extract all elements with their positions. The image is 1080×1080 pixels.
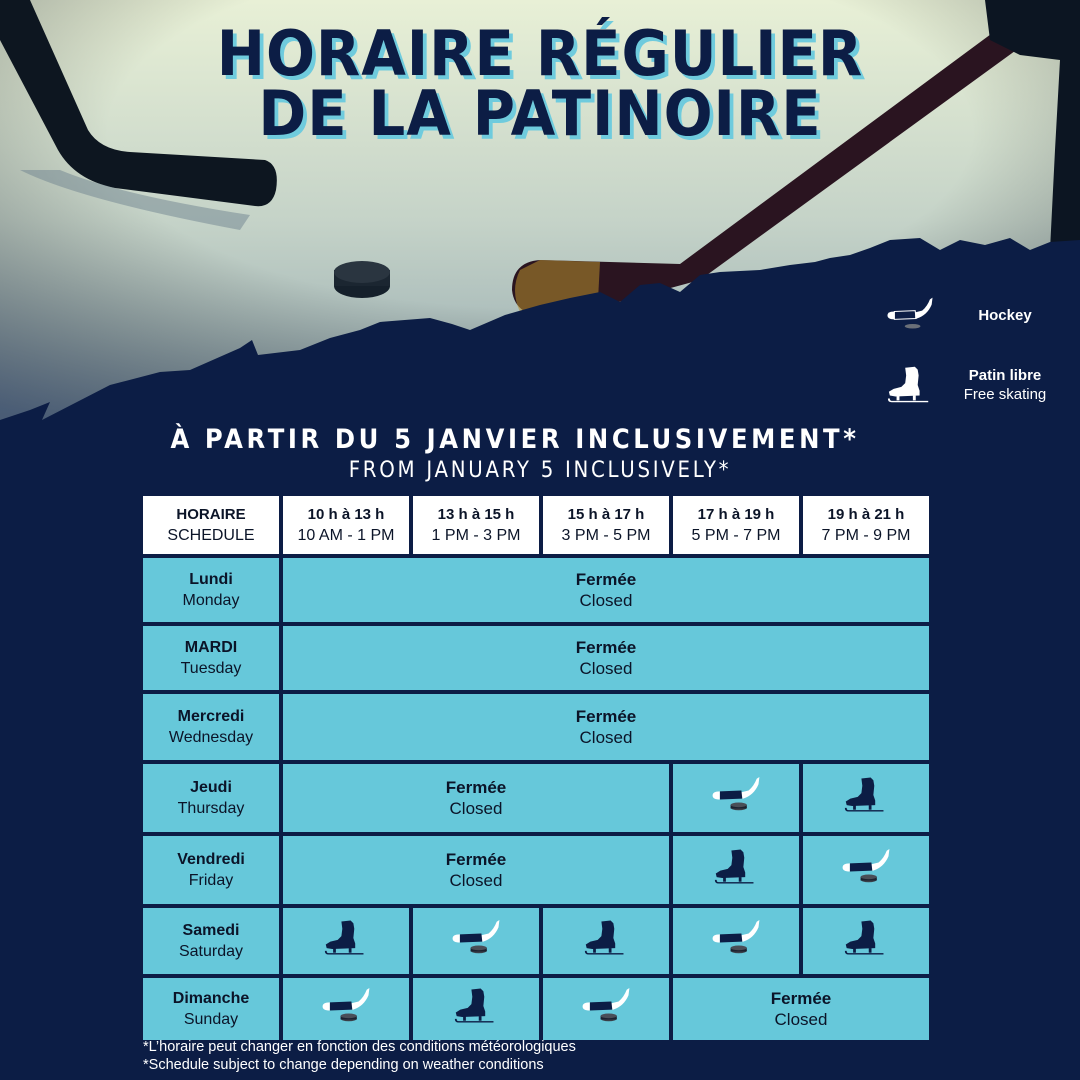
hockey-stick-icon [709, 776, 763, 820]
legend-skating-label-fr: Patin libre [968, 367, 1042, 384]
legend-skating-label-en: Free skating [963, 386, 1047, 403]
footnote-en: *Schedule subject to change depending on weather conditions [143, 1057, 544, 1073]
hockey-stick-icon [579, 987, 633, 1031]
closed-cell: Fermée Closed [673, 978, 929, 1040]
hockey-slot [673, 908, 799, 974]
hockey-stick-icon [319, 987, 373, 1031]
hockey-stick-icon [880, 290, 940, 340]
header-slot-2: 13 h à 15 h 1 PM - 3 PM [413, 496, 539, 554]
day-label: Lundi Monday [143, 558, 279, 622]
subtitle-en: FROM JANUARY 5 INCLUSIVELY* [348, 458, 732, 483]
day-label: Samedi Saturday [143, 908, 279, 974]
title-line-2: DE LA PATINOIRE [258, 77, 822, 150]
page-title [38, 17, 1042, 150]
header-schedule: HORAIRE SCHEDULE [143, 496, 279, 554]
closed-cell: Fermée Closed [283, 626, 929, 690]
day-label: MARDI Tuesday [143, 626, 279, 690]
ice-skate-icon [453, 987, 499, 1031]
header-slot-1: 10 h à 13 h 10 AM - 1 PM [283, 496, 409, 554]
hockey-stick-icon [449, 919, 503, 963]
day-label: Mercredi Wednesday [143, 694, 279, 760]
ice-skate-icon [880, 360, 940, 410]
closed-cell: Fermée Closed [283, 694, 929, 760]
ice-skate-icon [843, 919, 889, 963]
schedule-table [143, 496, 929, 1040]
day-label: Dimanche Sunday [143, 978, 279, 1040]
legend-skating [880, 360, 1070, 410]
skating-slot [543, 908, 669, 974]
ice-skate-icon [843, 776, 889, 820]
hockey-stick-icon [839, 848, 893, 892]
footnote-fr: *L’horaire peut changer en fonction des conditions météorologiques [143, 1039, 576, 1055]
ice-skate-icon [323, 919, 369, 963]
hockey-slot [543, 978, 669, 1040]
skating-slot [803, 764, 929, 832]
header-slot-4: 17 h à 19 h 5 PM - 7 PM [673, 496, 799, 554]
hockey-slot [413, 908, 539, 974]
skating-slot [413, 978, 539, 1040]
ice-skate-icon [713, 848, 759, 892]
closed-cell: Fermée Closed [283, 836, 669, 904]
title-line-1: HORAIRE RÉGULIER [216, 17, 864, 90]
skating-slot [673, 836, 799, 904]
legend-hockey-label: Hockey [978, 306, 1032, 324]
hockey-slot [673, 764, 799, 832]
hockey-slot [803, 836, 929, 904]
day-label: Jeudi Thursday [143, 764, 279, 832]
day-label: Vendredi Friday [143, 836, 279, 904]
hockey-stick-icon [709, 919, 763, 963]
skating-slot [283, 908, 409, 974]
legend-hockey [880, 290, 1070, 340]
skating-slot [803, 908, 929, 974]
closed-cell: Fermée Closed [283, 558, 929, 622]
closed-cell: Fermée Closed [283, 764, 669, 832]
header-slot-5: 19 h à 21 h 7 PM - 9 PM [803, 496, 929, 554]
legend [880, 290, 1070, 430]
hockey-slot [283, 978, 409, 1040]
header-slot-3: 15 h à 17 h 3 PM - 5 PM [543, 496, 669, 554]
footnote [143, 1038, 576, 1074]
subtitle-fr: À PARTIR DU 5 JANVIER INCLUSIVEMENT* [170, 424, 860, 455]
ice-skate-icon [583, 919, 629, 963]
